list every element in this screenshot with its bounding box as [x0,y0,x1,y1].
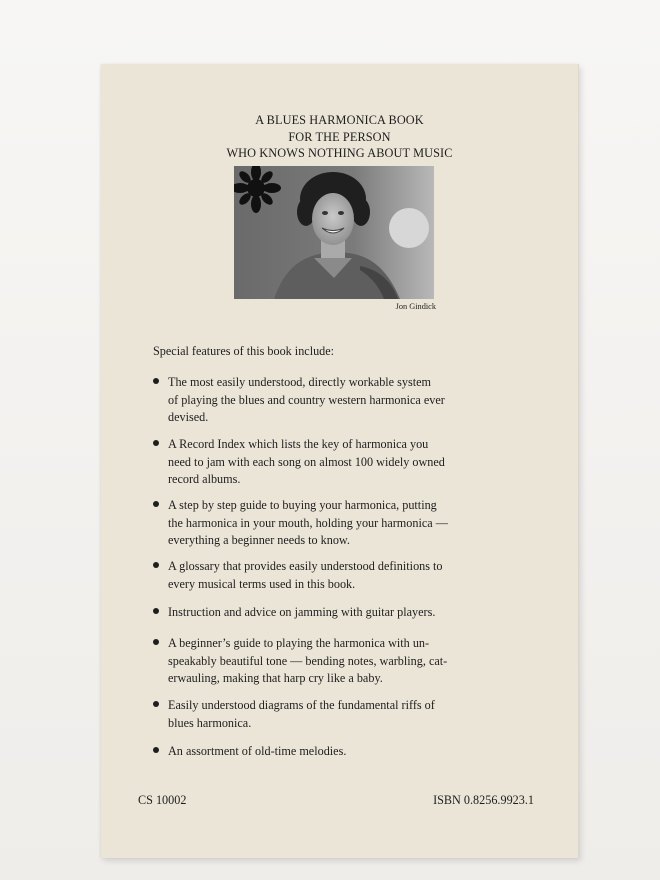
feature-line: A beginner’s guide to playing the harmonica with un- [168,636,430,650]
feature-line: A glossary that provides easily understood definitions to [168,559,443,573]
title-line: A BLUES HARMONICA BOOK [255,113,424,127]
feature-line: Instruction and advice on jamming with guitar players. [168,605,436,619]
bullet-icon [153,639,159,645]
feature-line: A Record Index which lists the key of harmonica you [168,437,429,451]
feature-line: A step by step guide to buying your harmonica, putting [168,498,437,512]
feature-line: blues harmonica. [168,715,252,730]
catalog-number: CS 10002 [138,793,187,807]
title-line: WHO KNOWS NOTHING ABOUT MUSIC [226,146,453,160]
feature-line: the harmonica in your mouth, holding your harmonica — [168,515,448,530]
bullet-icon [153,378,159,384]
feature-line: The most easily understood, directly workable system [168,375,431,389]
feature-line: speakably beautiful tone — bending notes, warbling, cat- [168,653,448,668]
feature-line: Easily understood diagrams of the fundamental riffs of [168,698,435,712]
photo-caption: Jon Gindick [395,302,436,311]
title-line: FOR THE PERSON [288,129,391,144]
bullet-icon [153,701,159,707]
feature-line: record albums. [168,472,241,486]
bullet-icon [153,501,159,507]
feature-list [101,64,578,858]
features-intro: Special features of this book include: [153,344,335,358]
bullet-icon [153,440,159,446]
feature-line: erwauling, making that harp cry like a baby. [168,671,383,685]
feature-line: devised. [168,410,209,424]
feature-line: An assortment of old-time melodies. [168,744,347,758]
isbn: ISBN 0.8256.9923.1 [433,793,534,807]
feature-line: of playing the blues and country western harmonica ever [168,392,445,407]
feature-line: every musical terms used in this book. [168,576,356,591]
book-back-cover [101,64,579,858]
bullet-icon [153,608,159,614]
feature-line: need to jam with each song on almost 100 widely owned [168,454,445,469]
feature-line: everything a beginner needs to know. [168,533,350,547]
bullet-icon [153,747,159,753]
bullet-icon [153,562,159,568]
